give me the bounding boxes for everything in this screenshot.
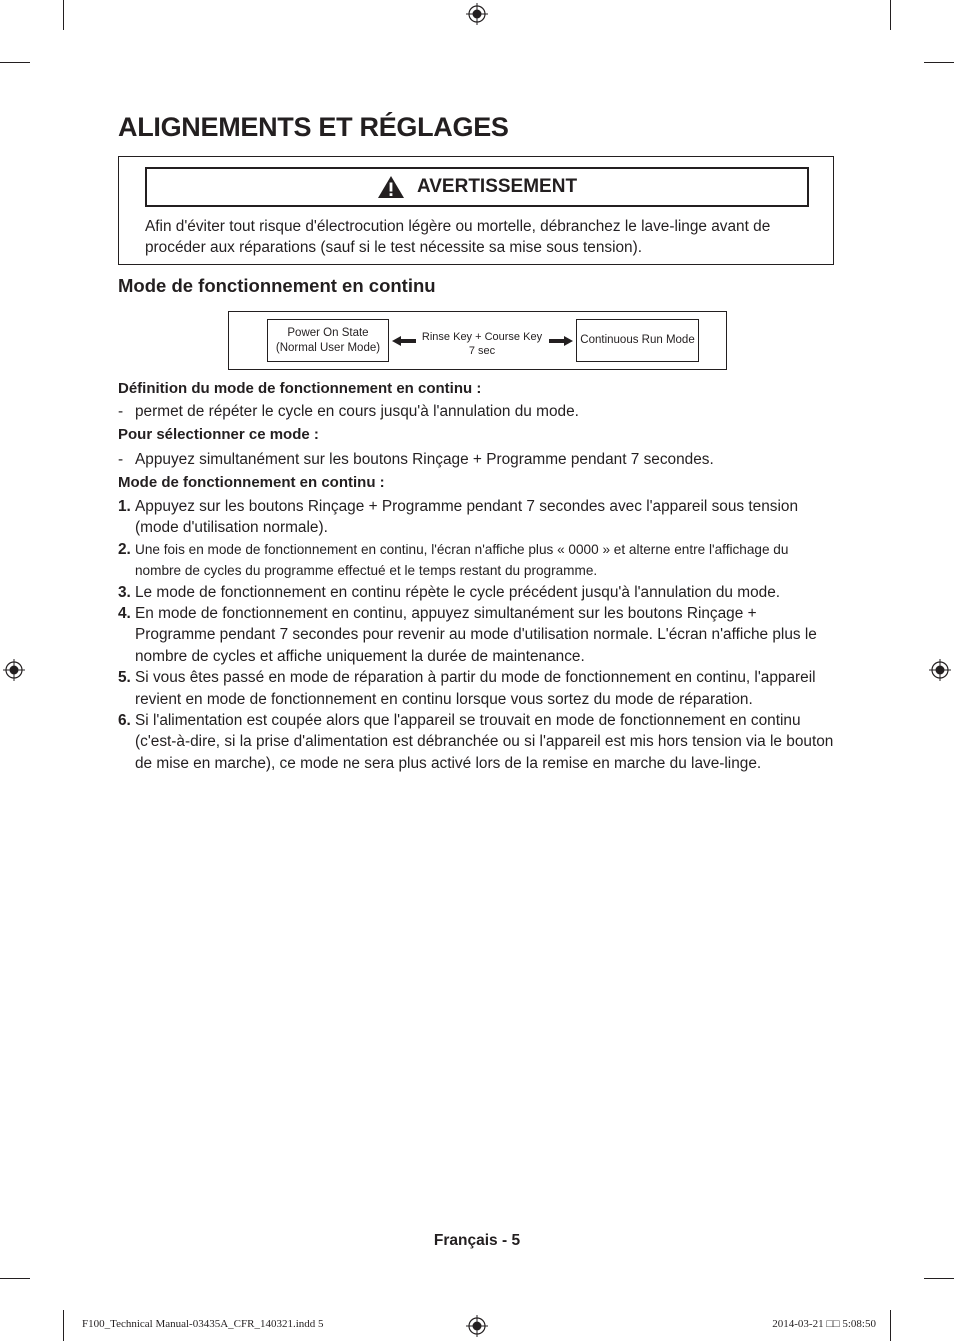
content xyxy=(118,378,838,774)
step-text: Appuyez sur les boutons Rinçage + Programme pendant 7 secondes avec l'appareil sous tension (mode d'utilisation normale). xyxy=(135,498,798,537)
step-item xyxy=(118,539,838,582)
step-item xyxy=(118,667,838,710)
step-item xyxy=(118,603,838,667)
definition-heading: Définition du mode de fonctionnement en continu : xyxy=(118,380,482,397)
continuous-run-mode-box xyxy=(576,319,699,362)
crop-mark xyxy=(0,62,30,63)
step-text: Le mode de fonctionnement en continu répète le cycle précédent jusqu'à l'annulation du mode. xyxy=(135,583,781,601)
step-text: Si vous êtes passé en mode de réparation à partir du mode de fonctionnement en continu, l'appareil revient en mode de fonctionnement en continu lorsque vous sortez du mode de réparation. xyxy=(135,669,816,708)
registration-mark-icon xyxy=(929,659,951,681)
select-heading: Pour sélectionner ce mode : xyxy=(118,426,319,443)
power-on-state-label: Power On State xyxy=(287,326,369,339)
mode-heading: Mode de fonctionnement en continu : xyxy=(118,474,385,491)
list-item xyxy=(118,449,838,470)
list-item xyxy=(118,401,838,422)
section-heading: Mode de fonctionnement en continu xyxy=(118,275,436,296)
crop-mark xyxy=(63,1310,64,1341)
step-item xyxy=(118,710,838,774)
key-combination xyxy=(417,330,547,358)
step-item xyxy=(118,582,838,603)
step-number: 2. xyxy=(118,540,131,558)
crop-mark xyxy=(890,0,891,30)
dash-bullet: - xyxy=(118,403,124,420)
arrow-left-icon xyxy=(392,336,416,346)
slug-timestamp: 2014-03-21 □□ 5:08:50 xyxy=(772,1318,876,1330)
dash-bullet: - xyxy=(118,451,124,468)
step-number: 5. xyxy=(118,669,131,687)
steps-list xyxy=(118,496,838,774)
crop-mark xyxy=(924,1278,954,1279)
warning-text: Afin d'éviter tout risque d'électrocution légère ou mortelle, débranchez le lave-linge avant de procéder aux réparations (sauf si le test nécessite sa mise sous tension). xyxy=(145,218,771,256)
step-number: 1. xyxy=(118,498,131,515)
power-on-state-box xyxy=(267,319,389,362)
step-number: 6. xyxy=(118,712,131,730)
warning-header xyxy=(145,167,809,207)
registration-mark-icon xyxy=(3,659,25,681)
mode-diagram xyxy=(228,311,727,370)
step-text: Si l'alimentation est coupée alors que l'appareil se trouvait en mode de fonctionnement en continu (c'est-à-dire, si la prise d'alimentation est débranchée ou si l'appareil est mis hors tension via le bouton de mise en marche), ce mode ne sera plus activé lors de la remise en marche du lave-linge. xyxy=(135,712,834,772)
slug-filename: F100_Technical Manual-03435A_CFR_140321.indd 5 xyxy=(82,1318,324,1330)
duration-label: 7 sec xyxy=(468,345,496,357)
step-number: 3. xyxy=(118,583,131,601)
step-number: 4. xyxy=(118,605,131,623)
step-text: En mode de fonctionnement en continu, appuyez simultanément sur les boutons Rinçage + Programme pendant 7 secondes pour revenir au mode d'utilisation normale. L'écran n'affiche plus le nombre de cycles et affiche uniquement la durée de maintenance. xyxy=(135,605,817,665)
select-text: Appuyez simultanément sur les boutons Rinçage + Programme pendant 7 secondes. xyxy=(135,451,714,468)
crop-mark xyxy=(0,1278,30,1279)
crop-mark xyxy=(63,0,64,30)
arrow-right-icon xyxy=(549,336,573,346)
step-item xyxy=(118,496,838,539)
crop-mark xyxy=(924,62,954,63)
warning-triangle-icon xyxy=(377,175,405,199)
page-number: Français - 5 xyxy=(433,1232,521,1249)
page-title: ALIGNEMENTS ET RÉGLAGES xyxy=(118,112,509,142)
key-combination-label: Rinse Key + Course Key xyxy=(421,331,543,343)
registration-mark-icon xyxy=(466,1315,488,1337)
warning-box xyxy=(118,156,834,265)
warning-title: AVERTISSEMENT xyxy=(416,176,578,197)
step-text: Une fois en mode de fonctionnement en continu, l'écran n'affiche plus « 0000 » et alterne entre l'affichage du nombre de cycles du programme effectué et le temps restant du programme. xyxy=(135,541,789,579)
definition-text: permet de répéter le cycle en cours jusqu'à l'annulation du mode. xyxy=(135,403,579,420)
normal-user-mode-label: (Normal User Mode) xyxy=(275,341,381,354)
registration-mark-icon xyxy=(466,3,488,25)
continuous-run-mode-label: Continuous Run Mode xyxy=(580,334,695,346)
crop-mark xyxy=(890,1310,891,1341)
